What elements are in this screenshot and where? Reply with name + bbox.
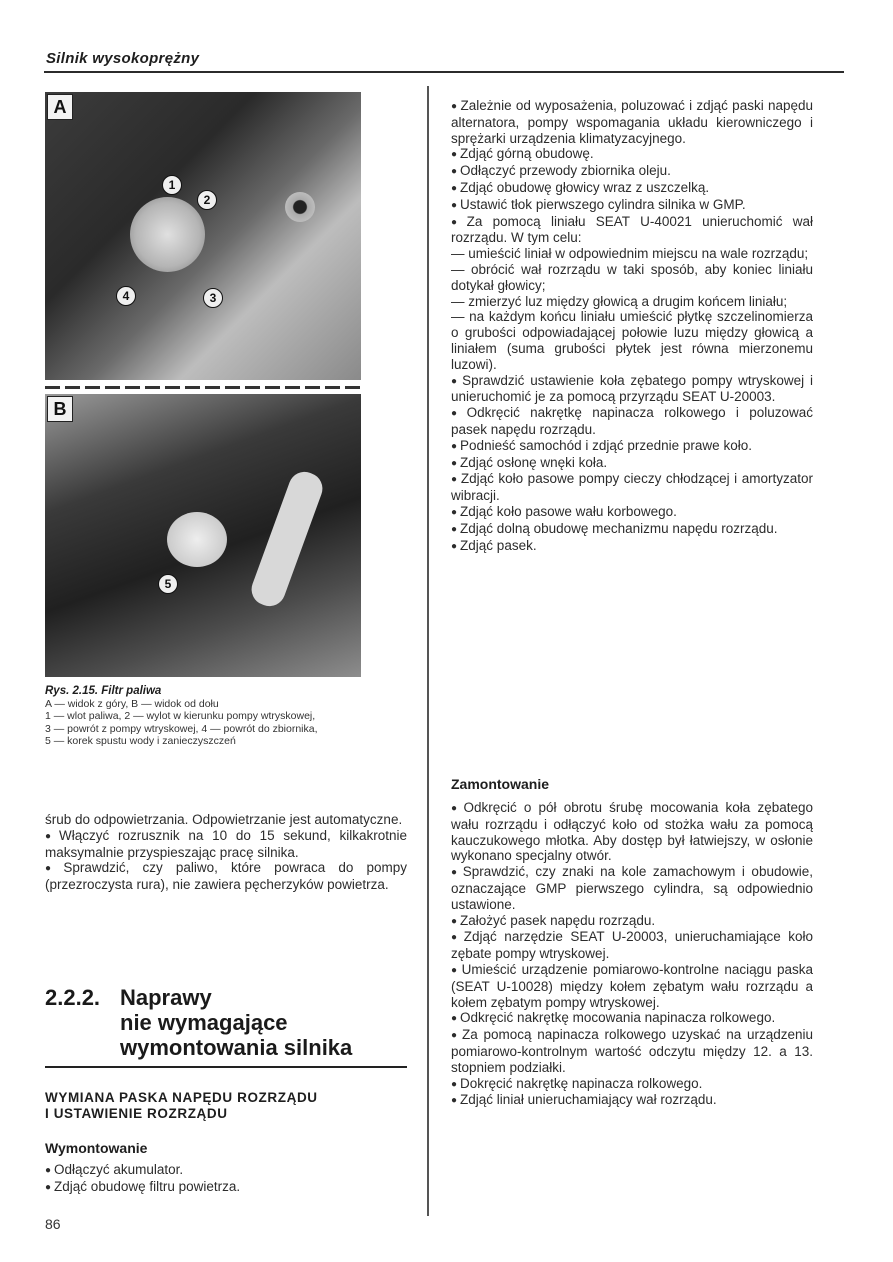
callout-4: 4: [116, 286, 136, 306]
bullet-step: ● Umieścić urządzenie pomiarowo-kontrolne naciągu paska (SEAT U-10028) między kołem zębatym wału rozrządu a kołem zębatym pompy wtryskowej.: [451, 962, 813, 1010]
bullet-step: ● Zdjąć liniał unieruchamiający wał rozrządu.: [451, 1092, 813, 1109]
callout-2: 2: [197, 190, 217, 210]
bullet-step: ● Podnieść samochód i zdjąć przednie prawe koło.: [451, 438, 813, 455]
bolt-hole-shape: [285, 192, 315, 222]
caption-line: 5 — korek spustu wody i zanieczyszczeń: [45, 735, 236, 747]
subsection-heading: [45, 1090, 407, 1122]
bullet-step: ● Założyć pasek napędu rozrządu.: [451, 913, 813, 930]
section-title: [45, 985, 407, 1060]
section-number: 2.2.2.: [45, 985, 101, 1010]
panel-a-label: A: [47, 94, 73, 120]
bullet-step: ● Za pomocą liniału SEAT U-40021 unieruchomić wał rozrządu. W tym celu:: [451, 214, 813, 247]
header-rule: [44, 71, 844, 73]
bullet-step: ● Zdjąć koło pasowe wału korbowego.: [451, 504, 813, 521]
removal-steps: [45, 1162, 407, 1196]
bullet-step: ● Ustawić tłok pierwszego cylindra silnika w GMP.: [451, 197, 813, 214]
figure-caption: [45, 685, 415, 748]
bullet-step: ● Odkręcić nakrętkę napinacza rolkowego i poluzować pasek napędu rozrządu.: [451, 405, 813, 438]
section-rule: [45, 1066, 407, 1068]
callout-1: 1: [162, 175, 182, 195]
left-body: [45, 812, 407, 893]
panel-b-label: B: [47, 396, 73, 422]
subsection-line: I USTAWIENIE ROZRZĄDU: [45, 1106, 228, 1121]
sub-step: — na każdym końcu liniału umieścić płytkę szczelinomierza o grubości odpowiadającej połowie luzu między głowicą a liniałem (suma grubości płytek jest równa mierzonemu luzowi).: [451, 309, 813, 372]
caption-line: 3 — powrót z pompy wtryskowej, 4 — powrót do zbiornika,: [45, 722, 318, 735]
column-rule: [427, 86, 429, 1216]
filter-housing-shape: [130, 197, 205, 272]
bullet-step: ● Odłączyć przewody zbiornika oleju.: [451, 163, 813, 180]
drain-plug-shape: [167, 512, 227, 567]
bullet-step: ● Sprawdzić, czy paliwo, które powraca do pompy (przezroczysta rura), nie zawiera pęcherzyków powietrza.: [45, 860, 407, 893]
figure: [45, 92, 361, 677]
bullet-step: ● Zdjąć osłonę wnęki koła.: [451, 455, 813, 472]
bullet-step: ● Zdjąć obudowę filtru powietrza.: [45, 1179, 407, 1196]
caption-title: Rys. 2.15. Filtr paliwa: [45, 685, 162, 697]
section-title-line: wymontowania silnika: [120, 1035, 353, 1060]
install-heading: Zamontowanie: [451, 776, 550, 792]
running-head: Silnik wysokoprężny: [46, 50, 200, 67]
bullet-step: ● Zdjąć narzędzie SEAT U-20003, unieruchamiające koło zębate pompy wtryskowej.: [451, 929, 813, 962]
bullet-step: ● Zależnie od wyposażenia, poluzować i zdjąć paski napędu alternatora, pompy wspomagania układu kierowniczego i sprężarki urządzenia klimatyzacyjnego.: [451, 98, 813, 146]
bullet-step: ● Dokręcić nakrętkę napinacza rolkowego.: [451, 1076, 813, 1093]
photo-panel-a: [45, 92, 361, 380]
sub-step: — zmierzyć luz między głowicą a drugim końcem liniału;: [451, 293, 788, 309]
section-title-line: nie wymagające: [120, 1010, 288, 1035]
right-body: [451, 98, 813, 554]
bullet-step: ● Odłączyć akumulator.: [45, 1162, 407, 1179]
bullet-step: ● Włączyć rozrusznik na 10 do 15 sekund, kilkakrotnie maksymalnie przyspieszając pracę silnika.: [45, 828, 407, 861]
panel-separator: [45, 380, 361, 394]
section-title-line: Naprawy: [120, 985, 212, 1010]
bullet-step: ● Odkręcić nakrętkę mocowania napinacza rolkowego.: [451, 1010, 813, 1027]
bullet-step: ● Sprawdzić, czy znaki na kole zamachowym i obudowie, oznaczające GMP pierwszego cylindra, są odpowiednio ustawione.: [451, 864, 813, 912]
caption-line: 1 — wlot paliwa, 2 — wylot w kierunku pompy wtryskowej,: [45, 710, 316, 722]
bullet-step: ● Sprawdzić ustawienie koła zębatego pompy wtryskowej i unieruchomić je za pomocą przyrządu SEAT U-20003.: [451, 373, 813, 406]
bullet-step: ● Zdjąć pasek.: [451, 538, 813, 555]
callout-5: 5: [158, 574, 178, 594]
caption-line: A — widok z góry, B — widok od dołu: [45, 697, 219, 710]
paragraph: śrub do odpowietrzania. Odpowietrzanie jest automatyczne.: [45, 812, 403, 827]
subsection-line: WYMIANA PASKA NAPĘDU ROZRZĄDU: [45, 1090, 318, 1105]
bullet-step: ● Odkręcić o pół obrotu śrubę mocowania koła zębatego wału rozrządu i odłączyć koło od stożka wału za pomocą kauczukowego młotka. Aby dostęp był łatwiejszy, w osłonie wykonano specjalny otwór.: [451, 800, 813, 864]
bullet-step: ● Zdjąć obudowę głowicy wraz z uszczelką.: [451, 180, 813, 197]
bullet-step: ● Zdjąć dolną obudowę mechanizmu napędu rozrządu.: [451, 521, 813, 538]
callout-3: 3: [203, 288, 223, 308]
bullet-step: ● Zdjąć górną obudowę.: [451, 146, 813, 163]
bullet-step: ● Zdjąć koło pasowe pompy cieczy chłodzącej i amortyzator wibracji.: [451, 471, 813, 504]
install-steps: [451, 800, 813, 1109]
bullet-step: ● Za pomocą napinacza rolkowego uzyskać na urządzeniu pomiarowo-kontrolnym wartość odczytu między 12. a 13. stopniem podziałki.: [451, 1027, 813, 1075]
sub-step: — umieścić liniał w odpowiednim miejscu na wale rozrządu;: [451, 246, 809, 262]
removal-heading: Wymontowanie: [45, 1140, 148, 1156]
sub-step: — obrócić wał rozrządu w taki sposób, aby koniec liniału dotykał głowicy;: [451, 261, 813, 293]
photo-panel-b: [45, 394, 361, 677]
bracket-shape: [247, 467, 327, 610]
page-number: 86: [45, 1216, 61, 1232]
